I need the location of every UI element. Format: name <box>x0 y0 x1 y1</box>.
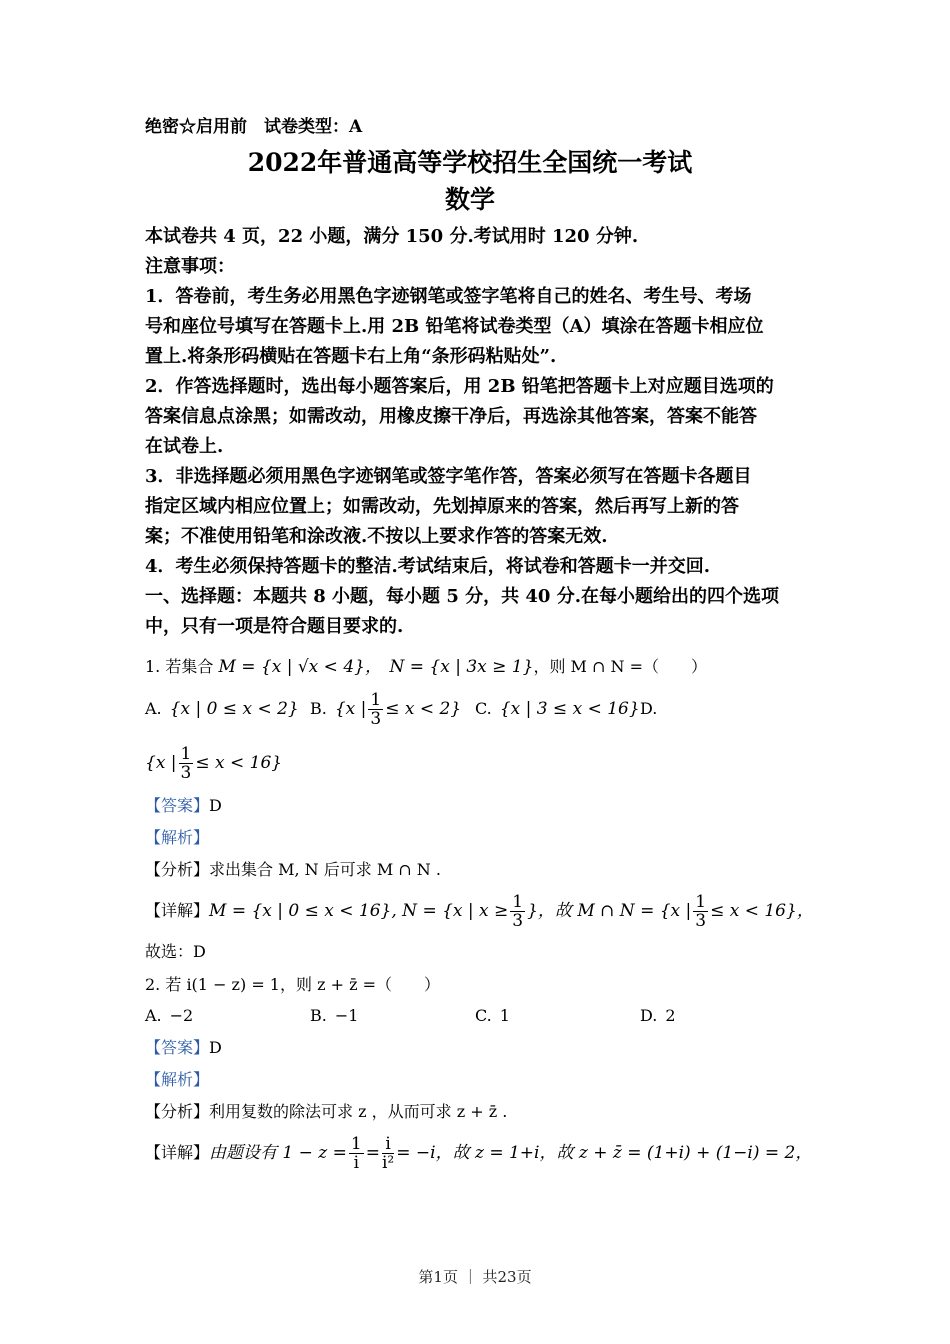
notes-block <box>145 282 805 582</box>
detail-line: 【详解】 由题设有 1 − z = $\frac{1}{i}$ = $\frac{i}{\text{i²}}$ = −i，故 z = 1+i，故 z + z̄ = (1+i) + (1−i) = 2， <box>145 1133 813 1173</box>
note-line: 4．考生必须保持答题卡的整洁.考试结束后，将试卷和答题卡一并交回. <box>145 556 711 577</box>
option-d: D. <box>640 699 658 718</box>
fraction: $\frac{i}{\text{i²}}$ <box>381 1133 395 1173</box>
intro-line: 本试卷共 4 页，22 小题，满分 150 分.考试用时 120 分钟. <box>145 226 639 247</box>
option-a: A. −2 <box>145 1006 194 1025</box>
option-a: A. {x | 0 ≤ x < 2} <box>145 699 299 719</box>
exam-title: 2022年普通高等学校招生全国统一考试 <box>247 148 693 177</box>
note-line: 1．答卷前，考生务必用黑色字迹钢笔或签字笔将自己的姓名、考生号、考场 <box>145 286 752 307</box>
analysis-tag: 【解析】 <box>145 828 210 847</box>
option-d-content: {x | $\frac{1}{3}$ ≤ x < 16} <box>145 743 283 783</box>
option-c: C. 1 <box>475 1006 510 1025</box>
conclusion-line: 故选：D <box>145 942 206 961</box>
answer-line: 【答案】D <box>145 1038 222 1057</box>
answer-line: 【答案】D <box>145 796 222 815</box>
fraction: $\frac{1}{3}$ <box>370 689 382 729</box>
fraction: $\frac{1}{3}$ <box>512 891 524 931</box>
option-b: B. {x | $\frac{1}{3}$ ≤ x < 2} <box>310 689 462 729</box>
fraction: $\frac{1}{3}$ <box>180 743 192 783</box>
question-2-options <box>145 1000 805 1032</box>
note-line: 号和座位号填写在答题卡上.用 2B 铅笔将试卷类型（A）填涂在答题卡相应位 <box>145 316 764 337</box>
exam-page <box>145 112 814 1178</box>
option-d: D. 2 <box>640 1006 676 1025</box>
analysis-tag: 【解析】 <box>145 1070 210 1089</box>
subject-title: 数学 <box>444 185 495 214</box>
note-line: 3．非选择题必须用黑色字迹钢笔或签字笔作答，答案必须写在答题卡各题目 <box>145 466 752 487</box>
fraction: $\frac{1}{3}$ <box>695 891 707 931</box>
option-c: C. {x | 3 ≤ x < 16} <box>475 699 640 719</box>
note-line: 2．作答选择题时，选出每小题答案后，用 2B 铅笔把答题卡上对应题目选项的 <box>145 376 774 397</box>
section-heading: 一、选择题：本题共 8 小题，每小题 5 分，共 40 分.在每小题给出的四个选项 <box>145 586 779 607</box>
fenxi-line: 【分析】求出集合 M, N 后可求 M ∩ N . <box>145 860 441 879</box>
note-line: 答案信息点涂黑；如需改动，用橡皮擦干净后，再选涂其他答案，答案不能答 <box>145 406 757 427</box>
question-1-options <box>145 682 805 736</box>
secret-label: 绝密☆启用前 试卷类型：A <box>145 117 363 137</box>
note-line: 指定区域内相应位置上；如需改动，先划掉原来的答案，然后再写上新的答 <box>145 496 739 517</box>
note-line: 案；不准使用铅笔和涂改液.不按以上要求作答的答案无效. <box>145 526 608 547</box>
note-line: 在试卷上. <box>145 436 224 457</box>
note-line: 置上.将条形码横贴在答题卡右上角“条形码粘贴处”. <box>145 346 557 367</box>
fenxi-line: 【分析】利用复数的除法可求 z ，从而可求 z + z̄ . <box>145 1102 508 1121</box>
fraction: $\frac{1}{i}$ <box>350 1133 362 1173</box>
question-1-stem: 1. 若集合 M = {x | √x < 4}， N = {x | 3x ≥ 1}，则 M ∩ N =（ ） <box>145 657 707 677</box>
section-heading: 中，只有一项是符合题目要求的. <box>145 616 404 637</box>
page-footer: 第1页 ｜ 共23页 <box>418 1268 532 1286</box>
notes-title: 注意事项： <box>145 256 235 277</box>
question-2-stem: 2. 若 i(1 − z) = 1，则 z + z̄ =（ ） <box>145 975 441 994</box>
detail-line: 【详解】 M = {x | 0 ≤ x < 16}, N = {x | x ≥ $\frac{1}{3}$ }，故 M ∩ N = {x | $\frac{1}{3}$ ≤ x < 16}， <box>145 891 814 931</box>
option-b: B. −1 <box>310 1006 359 1025</box>
